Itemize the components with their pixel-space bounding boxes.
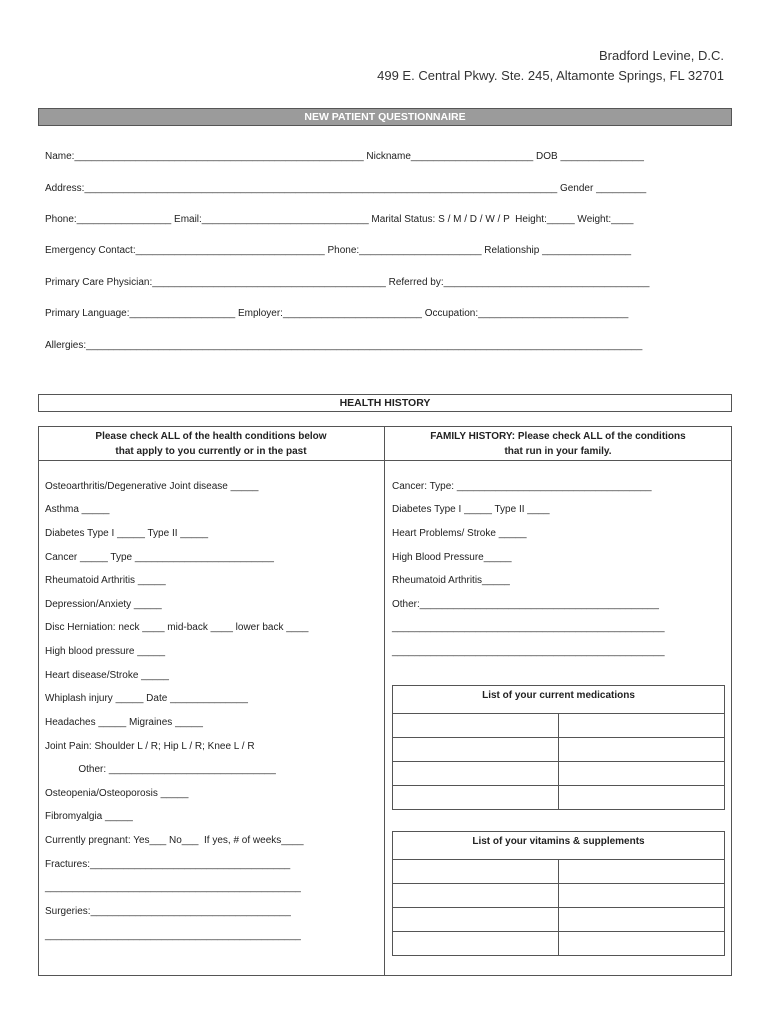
vitamin-cell[interactable] [393,932,559,956]
vitamin-cell[interactable] [558,908,724,932]
family-diabetes[interactable]: Diabetes Type I _____ Type II ____ [392,504,550,515]
doctor-name: Bradford Levine, D.C. [598,48,724,63]
right-heading-line1: FAMILY HISTORY: Please check ALL of the conditions [430,431,686,442]
medication-cell[interactable] [393,762,559,786]
column-divider [384,426,385,975]
condition-cancer[interactable]: Cancer _____ Type _________________________ [45,552,274,563]
language-line[interactable]: Primary Language:___________________ Employer:_________________________ Occupation:___________________________ [45,308,629,319]
vitamin-cell[interactable] [558,932,724,956]
vitamin-cell[interactable] [393,884,559,908]
physician-line[interactable]: Primary Care Physician:__________________________________________ Referred by:_____________________________________ [45,277,650,288]
condition-joint-other[interactable]: Other: ______________________________ [45,764,276,775]
medication-cell[interactable] [393,786,559,810]
right-heading-line2: that run in your family. [504,446,612,457]
condition-osteopenia[interactable]: Osteopenia/Osteoporosis _____ [45,788,189,799]
medications-table-title: List of your current medications [393,686,725,714]
vitamins-table [392,831,725,956]
condition-heart-disease[interactable]: Heart disease/Stroke _____ [45,670,169,681]
pregnancy-line[interactable]: Currently pregnant: Yes___ No___ If yes, # of weeks____ [45,835,304,846]
condition-asthma[interactable]: Asthma _____ [45,504,110,515]
vitamin-cell[interactable] [558,884,724,908]
right-column-heading [385,429,731,459]
family-rheumatoid[interactable]: Rheumatoid Arthritis_____ [392,575,510,586]
family-other[interactable]: Other:___________________________________________ [392,599,659,610]
condition-rheumatoid[interactable]: Rheumatoid Arthritis _____ [45,575,166,586]
condition-joint-pain[interactable]: Joint Pain: Shoulder L / R; Hip L / R; Knee L / R [45,741,255,752]
family-cancer[interactable]: Cancer: Type: ___________________________________ [392,481,652,492]
medication-cell[interactable] [393,714,559,738]
address-line[interactable]: Address:_____________________________________________________________________________________ Gender _________ [45,183,647,194]
phone-line[interactable]: Phone:_________________ Email:______________________________ Marital Status: S / M / D / W / P Height:_____ Weight:____ [45,214,634,225]
family-high-blood-pressure[interactable]: High Blood Pressure_____ [392,552,512,563]
condition-high-blood-pressure[interactable]: High blood pressure _____ [45,646,166,657]
header-divider [38,460,732,461]
medication-cell[interactable] [559,738,725,762]
allergies-line[interactable]: Allergies:____________________________________________________________________________________________________ [45,340,643,351]
medications-table [392,685,725,810]
vitamin-cell[interactable] [393,860,559,884]
medication-cell[interactable] [393,738,559,762]
left-column-heading [38,429,384,459]
clinic-address: 499 E. Central Pkwy. Ste. 245, Altamonte Springs, FL 32701 [377,68,724,83]
surgeries-line-2[interactable]: ______________________________________________ [45,930,301,941]
condition-whiplash[interactable]: Whiplash injury _____ Date ______________ [45,693,248,704]
condition-diabetes[interactable]: Diabetes Type I _____ Type II _____ [45,528,209,539]
vitamins-table-title: List of your vitamins & supplements [393,832,725,860]
emergency-contact-line[interactable]: Emergency Contact:__________________________________ Phone:______________________ Relationship ________________ [45,245,632,256]
condition-osteoarthritis[interactable]: Osteoarthritis/Degenerative Joint disease _____ [45,481,259,492]
health-history-title: HEALTH HISTORY [38,394,732,412]
fractures-line[interactable]: Fractures:____________________________________ [45,859,291,870]
surgeries-line[interactable]: Surgeries:____________________________________ [45,906,291,917]
form-title: NEW PATIENT QUESTIONNAIRE [38,108,732,126]
name-line[interactable]: Name:____________________________________________________ Nickname______________________ DOB _______________ [45,151,644,162]
condition-depression[interactable]: Depression/Anxiety _____ [45,599,162,610]
family-other-line-2[interactable]: _________________________________________________ [392,622,665,633]
fractures-line-2[interactable]: ______________________________________________ [45,882,301,893]
medication-cell[interactable] [559,762,725,786]
condition-disc-herniation[interactable]: Disc Herniation: neck ____ mid-back ____ lower back ____ [45,622,309,633]
vitamin-cell[interactable] [393,908,559,932]
condition-fibromyalgia[interactable]: Fibromyalgia _____ [45,811,133,822]
medication-cell[interactable] [559,714,725,738]
condition-headaches[interactable]: Headaches _____ Migraines _____ [45,717,203,728]
medication-cell[interactable] [559,786,725,810]
family-other-line-3[interactable]: _________________________________________________ [392,646,665,657]
family-heart-problems[interactable]: Heart Problems/ Stroke _____ [392,528,527,539]
left-heading-line2: that apply to you currently or in the past [115,446,307,457]
vitamin-cell[interactable] [558,860,724,884]
left-heading-line1: Please check ALL of the health conditions below [95,431,327,442]
